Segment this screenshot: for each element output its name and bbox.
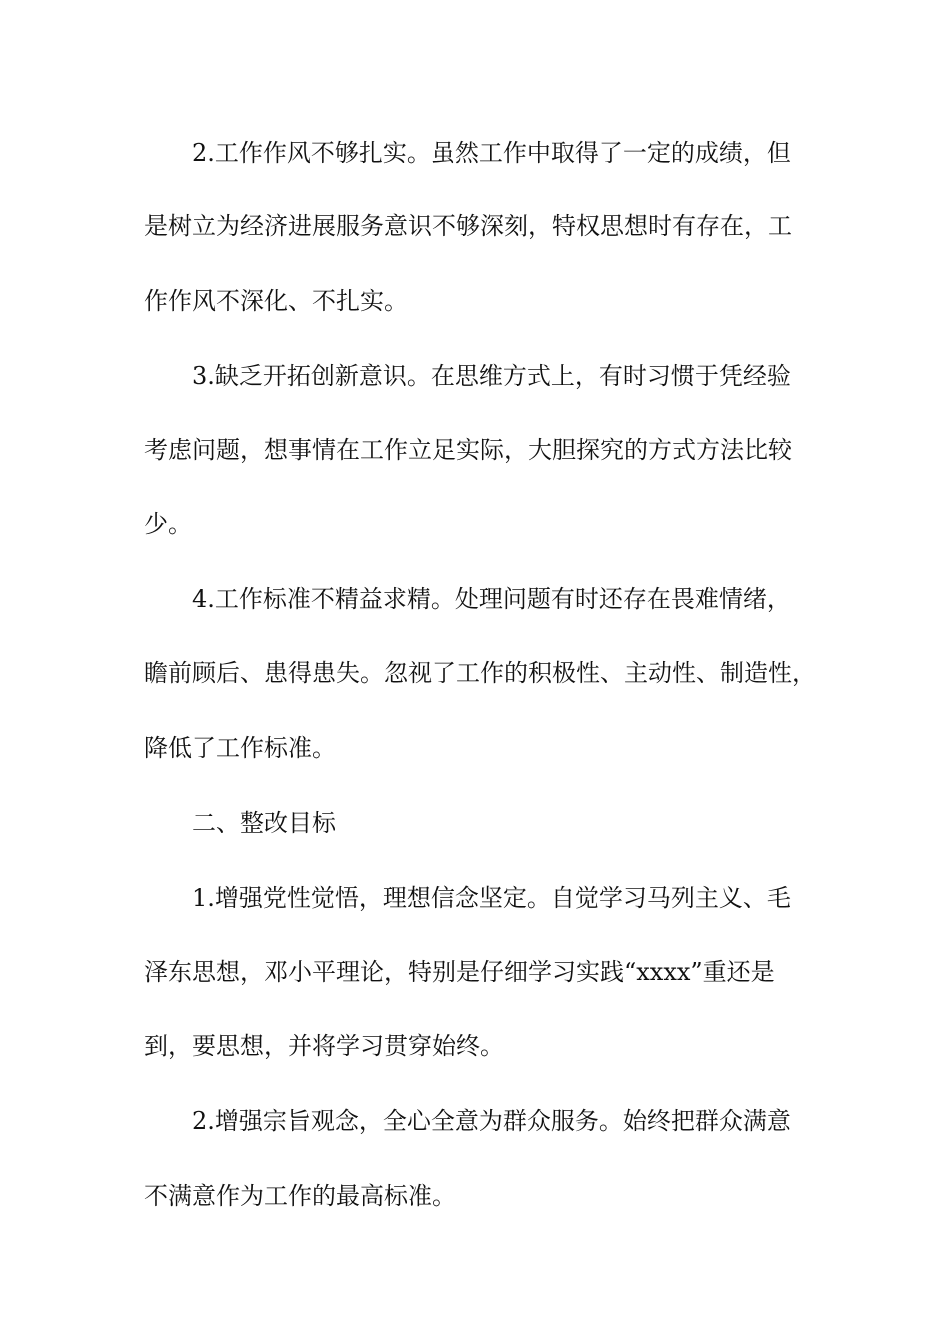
paragraph-line: 少。 <box>144 510 192 538</box>
paragraph-line: 泽东思想，邓小平理论，特别是仔细学习实践“xxxx”重还是 <box>144 958 775 986</box>
paragraph-line: 作作风不深化、不扎实。 <box>144 287 408 315</box>
paragraph-line: 不满意作为工作的最高标准。 <box>144 1182 456 1210</box>
paragraph-line: 降低了工作标准。 <box>144 734 336 762</box>
paragraph-line: 考虑问题，想事情在工作立足实际，大胆探究的方式方法比较 <box>144 436 792 464</box>
paragraph-line: 4.工作标准不精益求精。处理问题有时还存在畏难情绪， <box>192 585 791 613</box>
paragraph-line: 瞻前顾后、患得患失。忽视了工作的积极性、主动性、制造性， <box>144 659 816 687</box>
paragraph-line: 2.增强宗旨观念，全心全意为群众服务。始终把群众满意 <box>192 1107 791 1135</box>
paragraph-line: 3.缺乏开拓创新意识。在思维方式上，有时习惯于凭经验 <box>192 362 791 390</box>
paragraph-line: 是树立为经济进展服务意识不够深刻，特权思想时有存在，工 <box>144 212 792 240</box>
paragraph-line: 到，要思想，并将学习贯穿始终。 <box>144 1032 504 1060</box>
section-heading: 二、整改目标 <box>192 809 336 837</box>
paragraph-line: 1.增强党性觉悟，理想信念坚定。自觉学习马列主义、毛 <box>192 884 791 912</box>
paragraph-line: 2.工作作风不够扎实。虽然工作中取得了一定的成绩，但 <box>192 139 791 167</box>
